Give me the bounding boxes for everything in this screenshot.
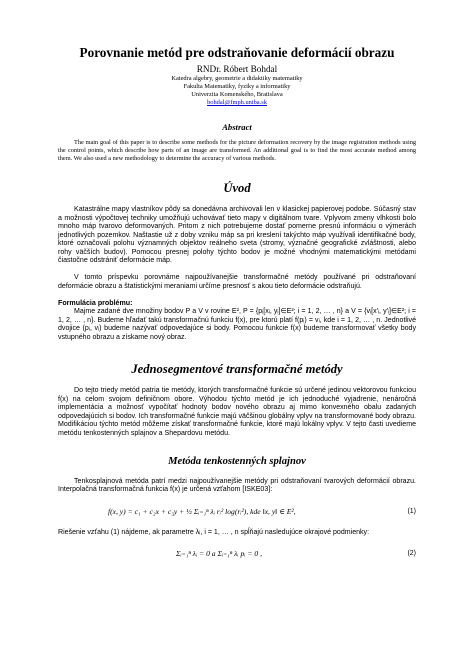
uvod-paragraph-1: Katastrálne mapy vlastníkov pôdy sa donedávna archivovali len v klasickej papierovej podobe. Súčasný stav a možnosti výpočtovej techniky umožňujú uchovávať tieto mapy v digitálnom tvare. Vplyvom zmeny vlhkosti bolo mnoho máp tvarovo deformovaných. Pritom z nich potrebujeme dostať pomerne presnú informáciu o výmerách jednotlivých pozemkov. Naštastie už z doby vzniku máp sa pri kreslení takýchto máp využívali identifikačné body, ktoré označovali polohu významných objektov reálneho sveta (stromy, význačné geografické zvláštnosti, alebo rohy väčších budov). Pomocou presnej polohy týchto bodov je možné vhodnými matematickými metódami čiastočne odstrániť deformácie máp.	[58, 206, 416, 265]
affiliation-university: Univerzita Komenského, Bratislava	[191, 91, 283, 98]
affiliation-department: Katedra algebry, geometrie a didaktiky matematiky	[171, 75, 303, 82]
problem-formulation-paragraph: Majme zadané dve množiny bodov P a V v rovine E², P = {pᵢ[xᵢ, yᵢ]∈E²; i = 1, 2, … , n} a V = {vᵢ[x′ᵢ, y′ᵢ]∈E²; i = 1, 2, … , n}. Budeme hľadať takú transformačnú funkciu f(x), pre ktorú platí f(pᵢ) = vᵢ, kde i = 1, 2, … , n. Jednotlivé dvojice (pᵢ, vᵢ) budeme nazývať odpovedajúce si body. Pomocou funkcie f(x) budeme transformovať všetky body vstupného obrazu a získame nový obraz.	[58, 308, 416, 341]
jednosegmentove-paragraph: Do tejto triedy metód patria tie metódy, ktorých transformačné funkcie sú určené jedinou vektorovou funkciou f(x) na celom svojom definičnom obore. Výhodou týchto metód je ich jednoduché vyjadrenie, nenáročná implementácia a možnosť vypočítať hodnoty bodov nového obrazu aj mimo konvexného obalu zadaných odpovedajúcich si bodov. Ich transformačné funkcie majú väčšinou globálny vplyv na transformované body obrazu. Modifikáciou týchto metód môžeme získať transformačné funkcie, ktoré majú lokálny vplyv. V tejto časti uvedieme metódu tenkostenných splajnov a Shepardovu metódu.	[58, 387, 416, 437]
tenkostenne-paragraph-2: Riešenie vzťahu (1) nájdeme, ak parametre λᵢ, i = 1, … , n spĺňajú nasledujúce okrajové podmienky:	[58, 528, 370, 536]
equation-2-expression: Σᵢ₌₁ⁿ λᵢ = 0 a Σᵢ₌₁ⁿ λᵢ pᵢ = 0 ,	[176, 549, 263, 559]
subsection-heading-tenkostenne: Metóda tenkostenných splajnov	[168, 455, 306, 467]
author-email-link[interactable]: bohdal@fmph.uniba.sk	[207, 99, 267, 106]
equation-2	[58, 543, 416, 567]
equation-1-expression: f(x, y) = c₁ + c₂x + c₃y + ½ Σᵢ₌₁ⁿ λᵢ rᵢ² log(rᵢ²), kde ‖x, y‖ ∈ E²,	[108, 506, 296, 516]
author-name: RNDr. Róbert Bohdal	[196, 64, 278, 74]
abstract-heading: Abstract	[222, 122, 252, 132]
abstract-text: The main goal of this paper is to describe some methods for the picture deformation recovery by the image registration methods using the control points, which describe how parts of an image are transformed. An additional goal is to find the most accurate method among them. We also used a new methodology to determine the accuracy of various methods.	[58, 139, 416, 163]
section-heading-uvod: Úvod	[223, 181, 251, 196]
problem-formulation-heading: Formulácia problému:	[58, 299, 133, 308]
equation-2-number: (2)	[407, 550, 416, 558]
uvod-paragraph-2: V tomto príspevku porovnáme najpoužívanejšie transformačné metódy používané pri odstraňovaní deformácie obrazu a štatistickými meraniami určíme presnosť s akou tieto deformácie odstraňujú.	[58, 273, 416, 290]
tenkostenne-paragraph-1: Tenkosplajnová metóda patrí medzi najpoužívanejšie metódy pri odstraňovaní tvarových deformácií obrazu. Interpolačná transformačná funkcia f(x) je určená vzťahom [ISKE03]:	[58, 477, 416, 494]
equation-1	[58, 501, 416, 525]
affiliation-faculty: Fakulta Matematiky, fyziky a informatiky	[183, 83, 291, 90]
paper-title: Porovnanie metód pre odstraňovanie deformácií obrazu	[79, 45, 395, 60]
equation-1-number: (1)	[407, 507, 416, 515]
section-heading-jednosegmentove: Jednosegmentové transformačné metódy	[131, 362, 343, 377]
